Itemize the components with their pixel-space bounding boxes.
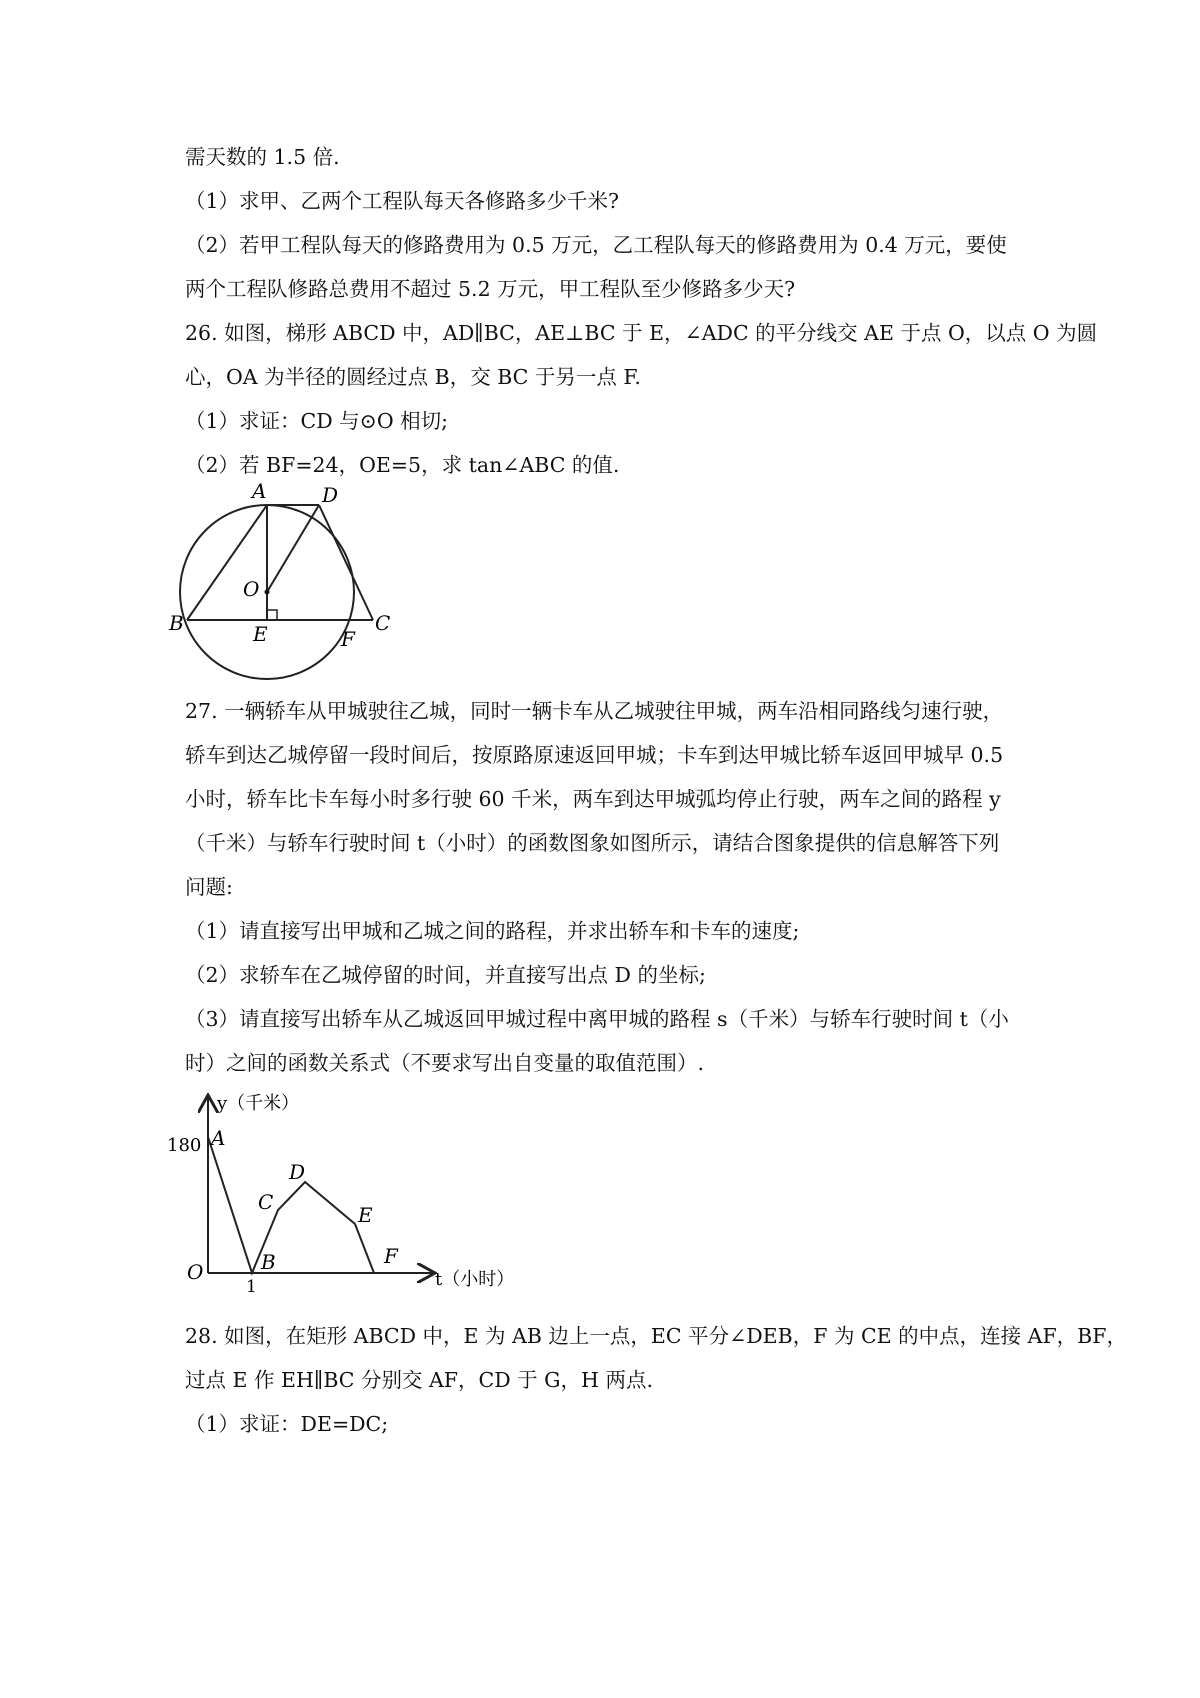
q27-stem-line-4: （千米）与轿车行驶时间 t（小时）的函数图象如图所示，请结合图象提供的信息解答下列 bbox=[185, 831, 1000, 855]
graph-line-abcdef bbox=[208, 1137, 374, 1273]
q26-subquestion-2: （2）若 BF=24，OE=5，求 tan∠ABC 的值. bbox=[185, 453, 620, 477]
right-angle-mark bbox=[267, 610, 277, 620]
q27-stem-line-1: 27. 一辆轿车从甲城驶往乙城，同时一辆卡车从乙城驶往甲城，两车沿相同路线匀速行驶， bbox=[185, 699, 1004, 723]
label-point-e: E bbox=[358, 1203, 373, 1227]
q28-subquestion-1: （1）求证：DE=DC; bbox=[185, 1412, 389, 1436]
q27-distance-time-graph bbox=[165, 1085, 525, 1300]
segment-dc bbox=[319, 505, 373, 620]
label-origin-o: O bbox=[187, 1260, 204, 1284]
label-a: A bbox=[252, 479, 267, 503]
q27-subquestion-1: （1）请直接写出甲城和乙城之间的路程，并求出轿车和卡车的速度; bbox=[185, 919, 800, 943]
q27-subquestion-3-cont: 时）之间的函数关系式（不要求写出自变量的取值范围）. bbox=[185, 1051, 705, 1075]
label-point-c: C bbox=[258, 1190, 274, 1214]
q26-subquestion-1: （1）求证：CD 与⊙O 相切; bbox=[185, 409, 449, 433]
label-d: D bbox=[322, 483, 339, 507]
label-point-b: B bbox=[261, 1250, 276, 1274]
label-b: B bbox=[169, 611, 184, 635]
label-point-a: A bbox=[211, 1126, 226, 1150]
label-point-f: F bbox=[384, 1244, 398, 1268]
point-o-dot bbox=[265, 590, 270, 595]
q27-subquestion-2: （2）求轿车在乙城停留的时间，并直接写出点 D 的坐标; bbox=[185, 963, 706, 987]
q26-geometry-figure bbox=[169, 479, 415, 680]
q28-stem-line-1: 28. 如图，在矩形 ABCD 中，E 为 AB 边上一点，EC 平分∠DEB，F 为 CE 的中点，连接 AF，BF， bbox=[185, 1324, 1127, 1348]
segment-ab bbox=[187, 505, 267, 620]
label-o: O bbox=[243, 577, 260, 601]
q25-subquestion-1: （1）求甲、乙两个工程队每天各修路多少千米? bbox=[185, 189, 620, 213]
x-tick-1: 1 bbox=[246, 1277, 257, 1297]
q27-stem-line-5: 问题: bbox=[185, 875, 233, 899]
q25-subquestion-2: （2）若甲工程队每天的修路费用为 0.5 万元，乙工程队每天的修路费用为 0.4 万元，要使 bbox=[185, 233, 1007, 257]
y-tick-180: 180 bbox=[167, 1135, 202, 1156]
q26-stem-line-1: 26. 如图，梯形 ABCD 中，AD∥BC，AE⊥BC 于 E，∠ADC 的平分线交 AE 于点 O，以点 O 为圆 bbox=[185, 321, 1098, 345]
label-e: E bbox=[253, 622, 268, 646]
segment-do bbox=[267, 505, 319, 592]
q28-stem-line-2: 过点 E 作 EH∥BC 分别交 AF，CD 于 G，H 两点. bbox=[185, 1368, 653, 1392]
label-c: C bbox=[375, 611, 391, 635]
q26-stem-line-2: 心，OA 为半径的圆经过点 B，交 BC 于另一点 F. bbox=[185, 365, 641, 389]
q27-subquestion-3: （3）请直接写出轿车从乙城返回甲城过程中离甲城的路程 s（千米）与轿车行驶时间 t（小 bbox=[185, 1007, 1009, 1031]
q25-text-line-1: 需天数的 1.5 倍. bbox=[185, 145, 340, 169]
x-axis-label: t（小时） bbox=[435, 1269, 515, 1290]
label-f: F bbox=[341, 627, 355, 651]
q27-stem-line-2: 轿车到达乙城停留一段时间后，按原路原速返回甲城；卡车到达甲城比轿车返回甲城早 0.5 bbox=[185, 743, 1004, 767]
q25-subquestion-2-cont: 两个工程队修路总费用不超过 5.2 万元，甲工程队至少修路多少天? bbox=[185, 277, 796, 301]
q27-stem-line-3: 小时，轿车比卡车每小时多行驶 60 千米，两车到达甲城弧均停止行驶，两车之间的路程 y bbox=[185, 787, 1001, 811]
y-axis-label: y（千米） bbox=[217, 1093, 300, 1114]
label-point-d: D bbox=[289, 1160, 306, 1184]
